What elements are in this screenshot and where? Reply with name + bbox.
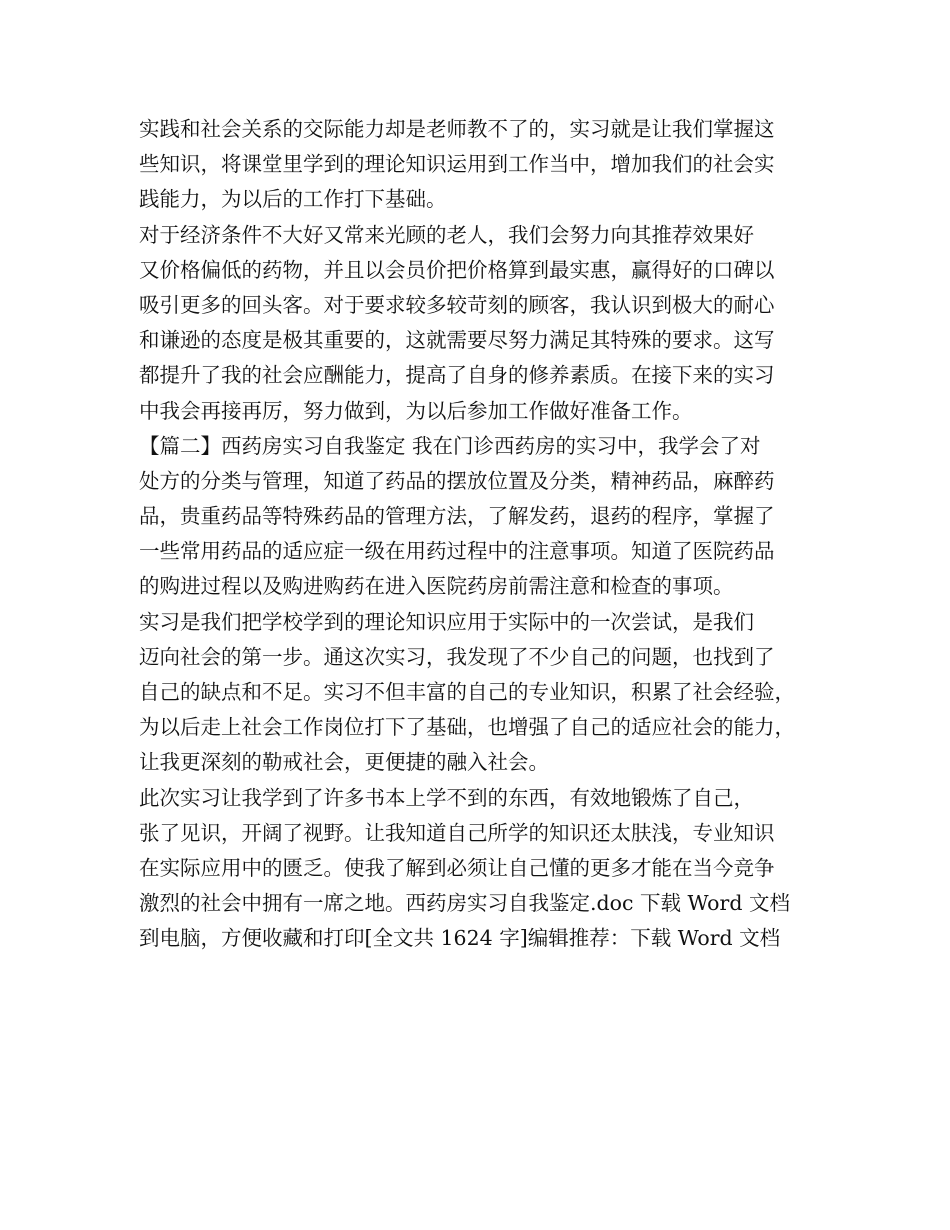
text-line: 一些常用药品的适应症一级在用药过程中的注意事项。知道了医院药品 [139, 539, 775, 564]
text-line: 对于经济条件不大好又常来光顾的老人，我们会努力向其推荐效果好 [139, 222, 754, 247]
text-line: 激烈的社会中拥有一席之地。西药房实习自我鉴定.doc 下载 Word 文档 [139, 891, 790, 916]
text-line: 践能力，为以后的工作打下基础。 [139, 187, 447, 212]
text-line: 让我更深刻的勒戒社会，更便捷的融入社会。 [139, 750, 549, 775]
text-line: 迈向社会的第一步。通这次实习，我发现了不少自己的问题，也找到了 [139, 644, 775, 669]
document-body [139, 112, 829, 957]
text-line: 中我会再接再厉，努力做到，为以后参加工作做好准备工作。 [139, 398, 693, 423]
text-line: 为以后走上社会工作岗位打下了基础，也增强了自己的适应社会的能力， [139, 715, 795, 740]
text-line: 都提升了我的社会应酬能力，提高了自身的修养素质。在接下来的实习 [139, 363, 775, 388]
text-line: 品，贵重药品等特殊药品的管理方法，了解发药，退药的程序，掌握了 [139, 504, 775, 529]
section-heading-line: 【篇二】西药房实习自我鉴定 我在门诊西药房的实习中，我学会了对 [139, 433, 761, 458]
text-line: 又价格偏低的药物，并且以会员价把价格算到最实惠，赢得好的口碑以 [139, 257, 775, 282]
text-line: 和谦逊的态度是极其重要的，这就需要尽努力满足其特殊的要求。这写 [139, 328, 775, 353]
text-line: 在实际应用中的匮乏。使我了解到必须让自己懂的更多才能在当今竞争 [139, 855, 775, 880]
text-line: 的购进过程以及购进购药在进入医院药房前需注意和检查的事项。 [139, 574, 734, 599]
text-line: 实践和社会关系的交际能力却是老师教不了的，实习就是让我们掌握这 [139, 117, 775, 141]
text-line: 此次实习让我学到了许多书本上学不到的东西，有效地锻炼了自己， [139, 785, 754, 810]
text-line: 到电脑，方便收藏和打印[全文共 1624 字]编辑推荐：下载 Word 文档 [139, 926, 781, 951]
text-line: 吸引更多的回头客。对于要求较多较苛刻的顾客，我认识到极大的耐心 [139, 292, 775, 317]
text-line: 些知识，将课堂里学到的理论知识运用到工作当中，增加我们的社会实 [139, 152, 775, 177]
text-line: 张了见识，开阔了视野。让我知道自己所学的知识还太肤浅，专业知识 [139, 820, 775, 845]
text-line: 处方的分类与管理，知道了药品的摆放位置及分类，精神药品，麻醉药 [139, 468, 775, 493]
text-line: 自己的缺点和不足。实习不但丰富的自己的专业知识，积累了社会经验， [139, 680, 795, 704]
text-line: 实习是我们把学校学到的理论知识应用于实际中的一次尝试，是我们 [139, 609, 754, 634]
